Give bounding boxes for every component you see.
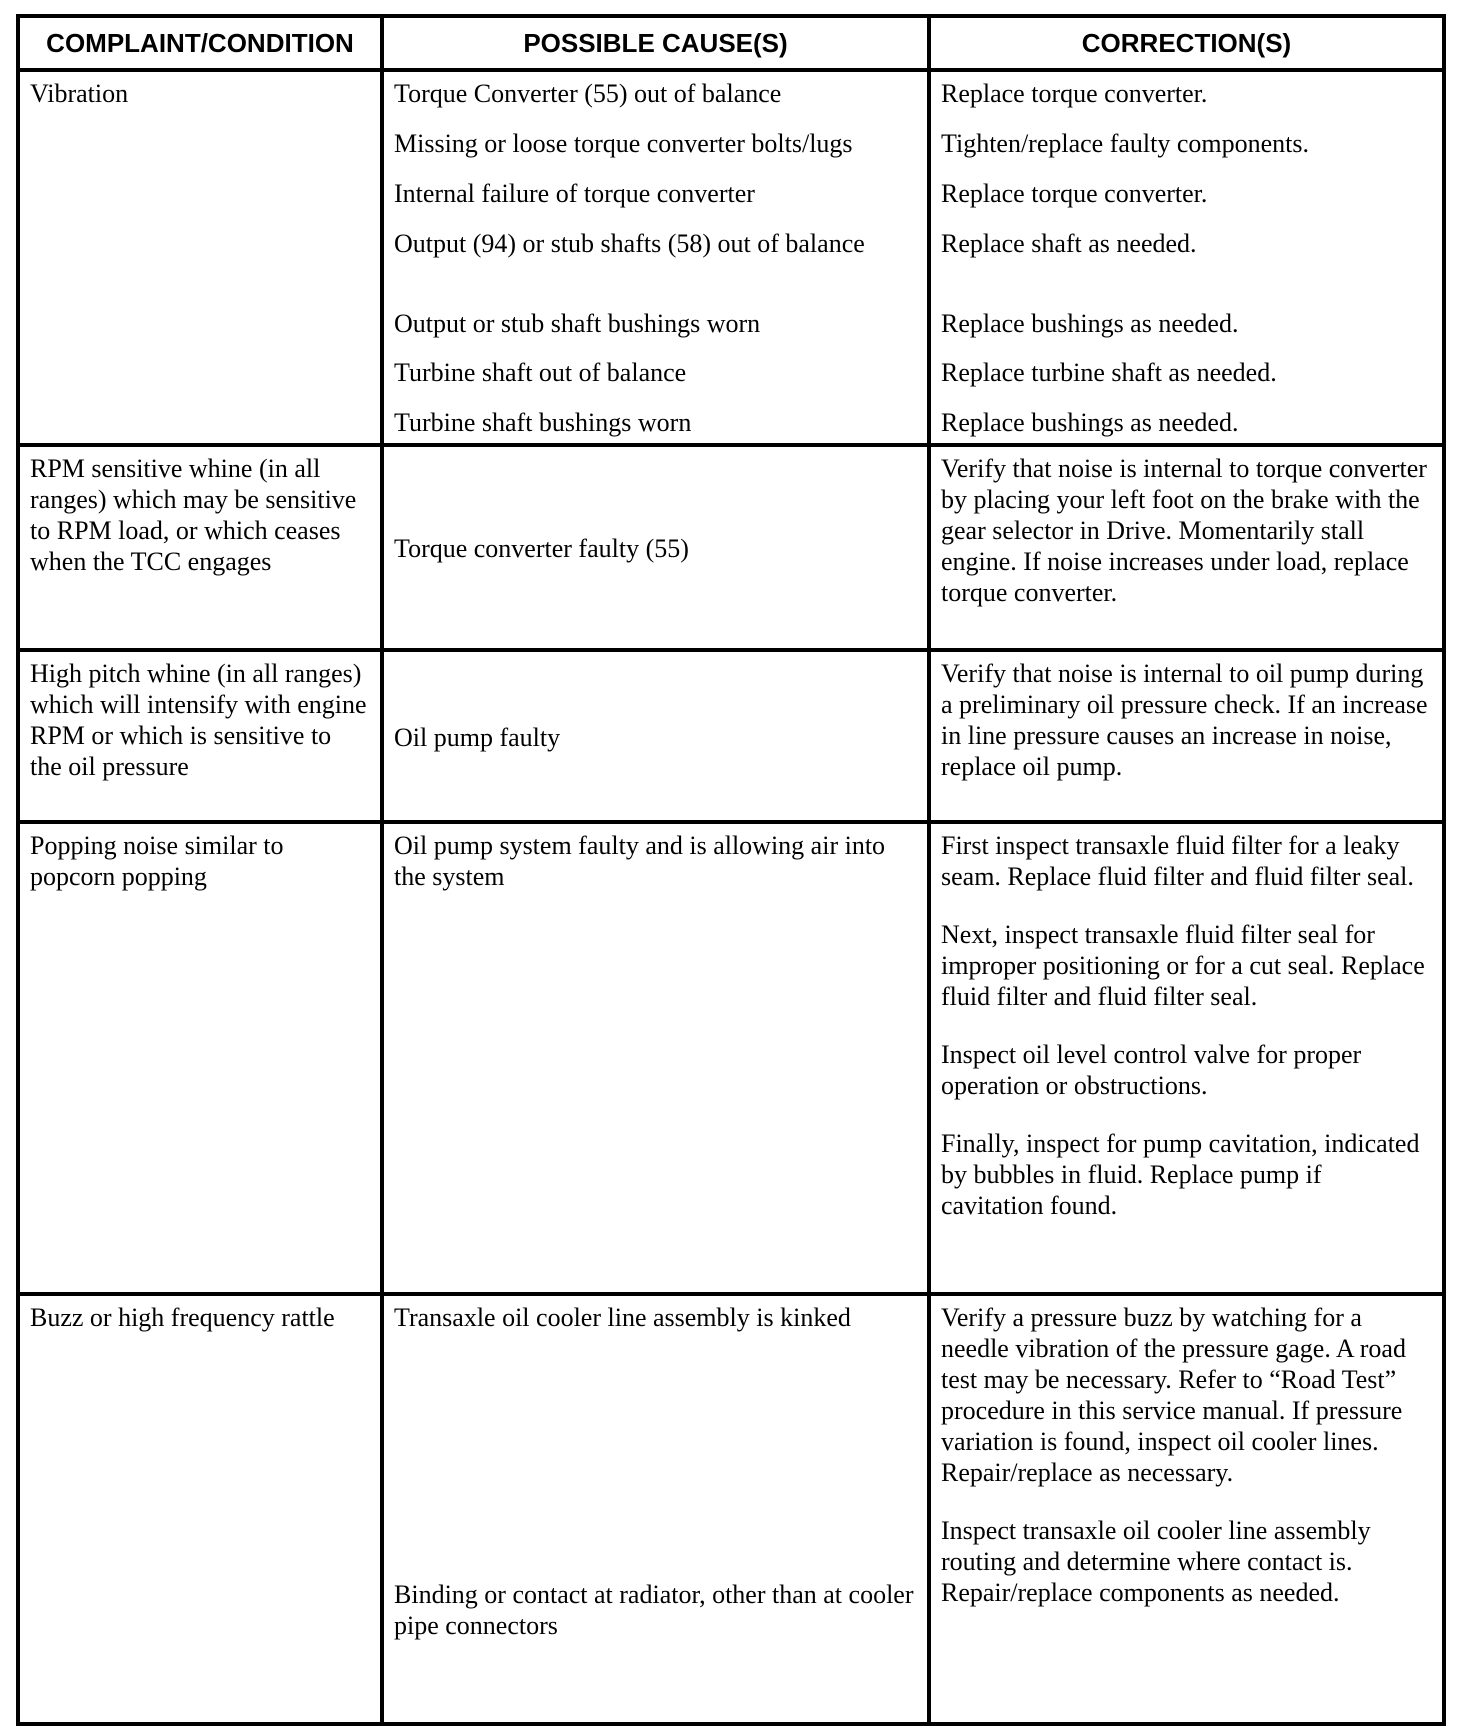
- complaint-text: Vibration: [30, 79, 129, 108]
- header-row: [18, 16, 1444, 70]
- cause-text: Turbine shaft out of balance: [394, 358, 687, 387]
- correction-cell: [929, 445, 1444, 650]
- table-row: [18, 70, 1444, 445]
- correction-text: First inspect transaxle fluid filter for a leaky seam. Replace fluid filter and fluid filter seal.: [941, 831, 1414, 891]
- table-row: [18, 822, 1444, 1294]
- complaint-cell: [18, 70, 382, 445]
- correction-text: Replace torque converter.: [941, 79, 1208, 108]
- cause-text: Internal failure of torque converter: [394, 179, 755, 208]
- correction-text: Inspect transaxle oil cooler line assembly routing and determine where contact is. Repair/replace components as needed.: [941, 1516, 1371, 1607]
- correction-text: Replace bushings as needed.: [941, 408, 1239, 437]
- diagnosis-table: [16, 14, 1446, 1726]
- cause-text: Oil pump faulty: [394, 722, 561, 752]
- correction-text: Replace bushings as needed.: [941, 309, 1239, 338]
- cause-text: Turbine shaft bushings worn: [394, 408, 692, 437]
- correction-cell: [929, 650, 1444, 822]
- complaint-cell: [18, 1294, 382, 1724]
- table-row: [18, 1294, 1444, 1724]
- cause-cell: [382, 445, 929, 650]
- cause-cell: [382, 822, 929, 1294]
- correction-text: Finally, inspect for pump cavitation, indicated by bubbles in fluid. Replace pump if cavitation found.: [941, 1129, 1420, 1220]
- cause-cell: [382, 1294, 929, 1724]
- cause-cell: [382, 70, 929, 445]
- header-cause: POSSIBLE CAUSE(S): [382, 16, 929, 70]
- cause-cell: [382, 650, 929, 822]
- cause-text: Output (94) or stub shafts (58) out of balance: [394, 229, 865, 258]
- cause-text: Binding or contact at radiator, other than at cooler pipe connectors: [394, 1580, 914, 1640]
- correction-text: Replace shaft as needed.: [941, 229, 1197, 258]
- correction-text: Replace torque converter.: [941, 179, 1208, 208]
- correction-cell: [929, 822, 1444, 1294]
- cause-text: Output or stub shaft bushings worn: [394, 309, 761, 338]
- complaint-text: Popping noise similar to popcorn popping: [30, 831, 284, 891]
- correction-text: Replace turbine shaft as needed.: [941, 358, 1277, 387]
- table-row: [18, 445, 1444, 650]
- correction-text: Next, inspect transaxle fluid filter seal for improper positioning or for a cut seal. Replace fluid filter and fluid filter seal.: [941, 920, 1425, 1011]
- header-correction: CORRECTION(S): [929, 16, 1444, 70]
- complaint-text: Buzz or high frequency rattle: [30, 1303, 335, 1332]
- cause-text: Torque converter faulty (55): [394, 534, 689, 563]
- correction-cell: [929, 70, 1444, 445]
- complaint-text: High pitch whine (in all ranges) which will intensify with engine RPM or which is sensitive to the oil pressure: [30, 659, 367, 781]
- correction-text: Inspect oil level control valve for proper operation or obstructions.: [941, 1040, 1362, 1100]
- correction-text: Verify a pressure buzz by watching for a needle vibration of the pressure gage. A road test may be necessary. Refer to “Road Test” procedure in this service manual. If pressure variation is found, inspect oil cooler lines. Repair/replace as necessary.: [941, 1303, 1406, 1487]
- complaint-cell: [18, 650, 382, 822]
- complaint-cell: [18, 445, 382, 650]
- cause-text: Missing or loose torque converter bolts/lugs: [394, 129, 853, 158]
- cause-text: Oil pump system faulty and is allowing air into the system: [394, 831, 886, 891]
- cause-text: Transaxle oil cooler line assembly is kinked: [394, 1303, 851, 1332]
- complaint-text: RPM sensitive whine (in all ranges) which may be sensitive to RPM load, or which ceases when the TCC engages: [30, 454, 357, 576]
- correction-text: Tighten/replace faulty components.: [941, 129, 1310, 158]
- correction-cell: [929, 1294, 1444, 1724]
- header-complaint: COMPLAINT/CONDITION: [18, 16, 382, 70]
- correction-text: Verify that noise is internal to torque converter by placing your left foot on the brake with the gear selector in Drive. Momentarily stall engine. If noise increases under load, replace torque converter.: [941, 454, 1427, 607]
- correction-text: Verify that noise is internal to oil pump during a preliminary oil pressure check. If an increase in line pressure causes an increase in noise, replace oil pump.: [941, 659, 1428, 781]
- table-row: [18, 650, 1444, 822]
- cause-text: Torque Converter (55) out of balance: [394, 79, 782, 108]
- complaint-cell: [18, 822, 382, 1294]
